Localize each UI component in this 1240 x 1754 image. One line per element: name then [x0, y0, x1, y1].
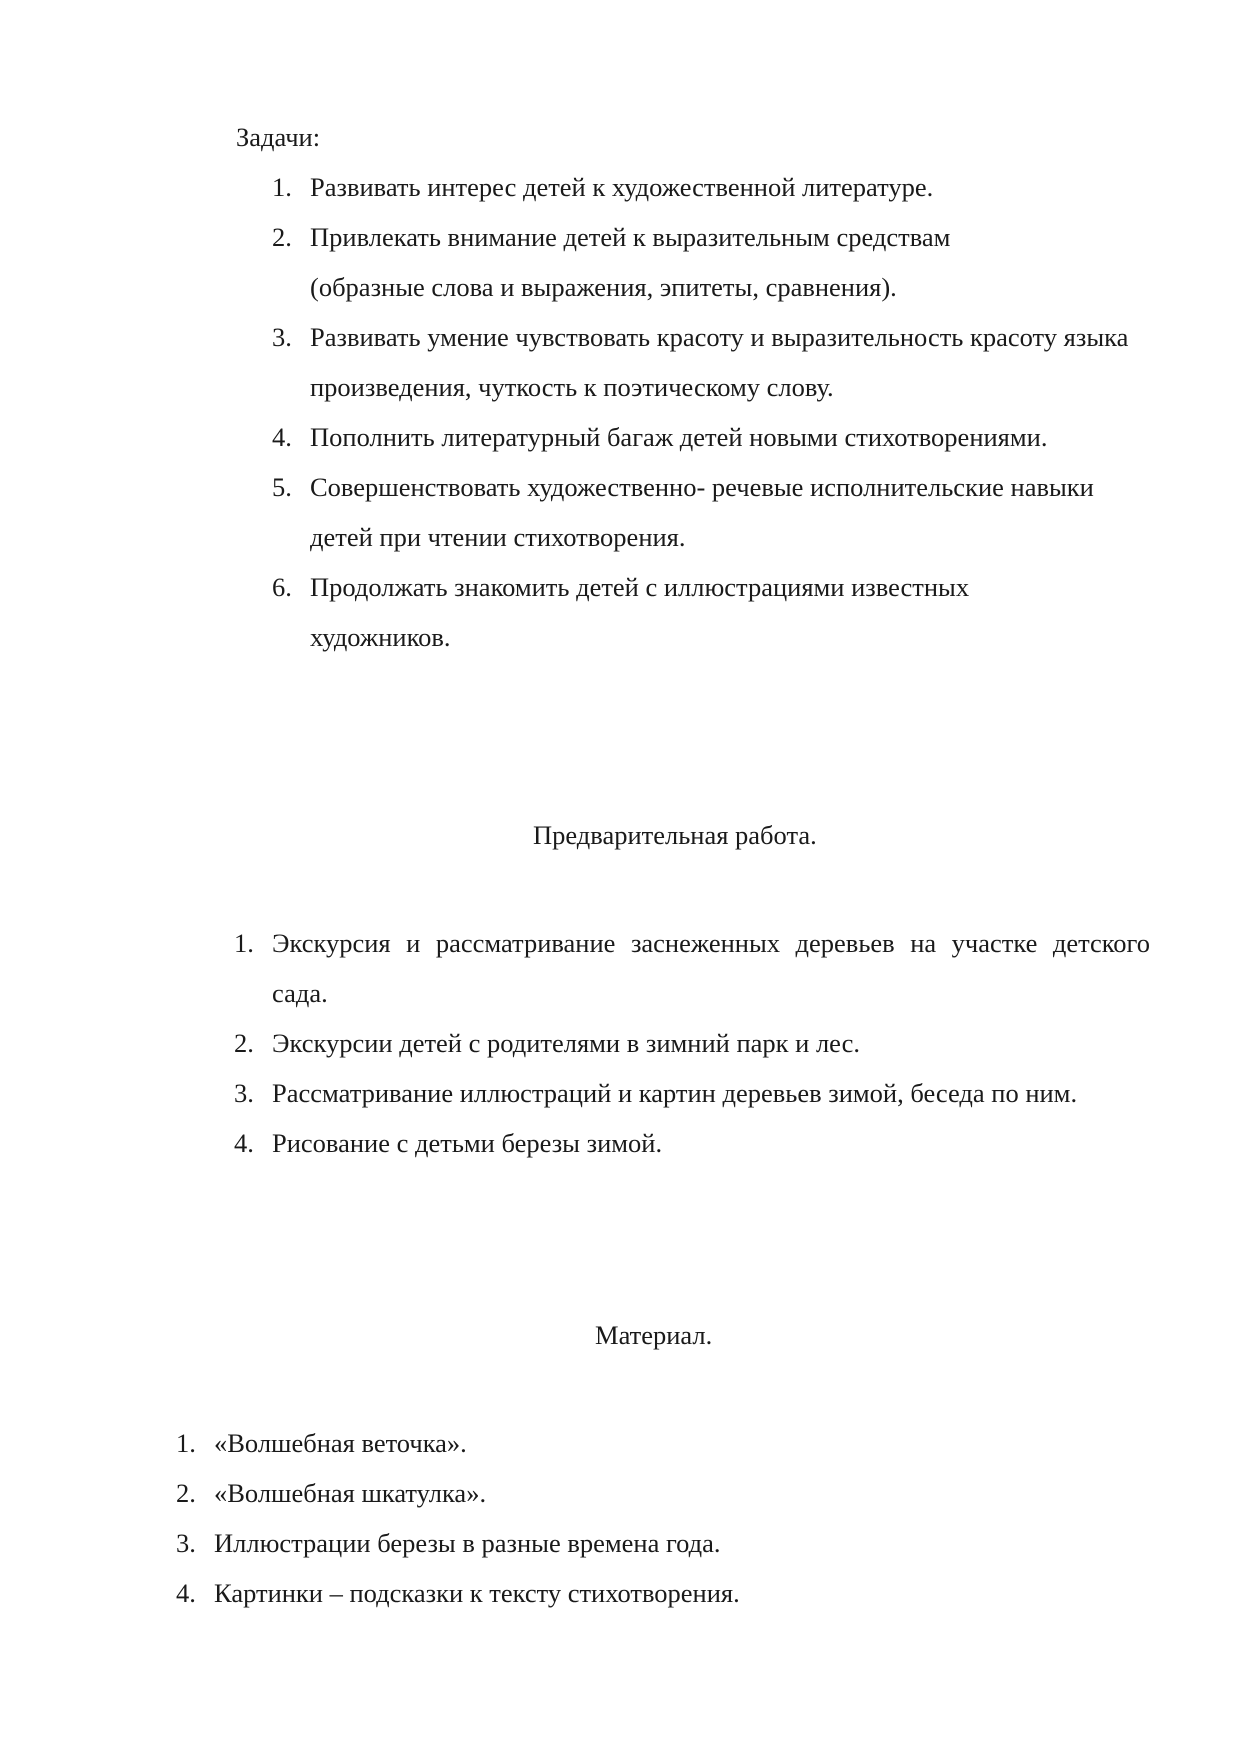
preliminary-title: Предварительная работа.	[533, 820, 817, 850]
list-item	[234, 1118, 1150, 1168]
list-item-text: «Волшебная веточка».	[214, 1428, 467, 1458]
list-item-number: 2.	[272, 222, 292, 252]
list-item-text: Экскурсия и рассматривание заснеженных деревьев на участке детского сада.	[272, 928, 1150, 1008]
list-item	[272, 212, 1152, 312]
list-item-number: 3.	[176, 1528, 196, 1558]
list-item	[272, 312, 1152, 412]
list-item-text: Иллюстрации березы в разные времена года.	[214, 1528, 721, 1558]
list-item	[234, 1018, 1150, 1068]
list-item-text: Совершенствовать художественно- речевые исполнительские навыки детей при чтении стихотворения.	[310, 472, 1094, 552]
list-item	[272, 562, 1152, 662]
list-item-number: 1.	[272, 172, 292, 202]
tasks-list	[272, 162, 1152, 662]
list-item-text: «Волшебная шкатулка».	[214, 1478, 487, 1508]
material-title: Материал.	[595, 1320, 713, 1350]
list-item-text: Пополнить литературный багаж детей новыми стихотворениями.	[310, 422, 1048, 452]
list-item-number: 1.	[234, 928, 254, 958]
list-item	[272, 412, 1152, 462]
list-item-text: Развивать интерес детей к художественной литературе.	[310, 172, 934, 202]
preliminary-list	[234, 918, 1150, 1168]
list-item-number: 3.	[234, 1078, 254, 1108]
list-item-text: Рисование с детьми березы зимой.	[272, 1128, 663, 1158]
list-item-number: 1.	[176, 1428, 196, 1458]
tasks-title: Задачи:	[236, 122, 321, 152]
list-item-text: Экскурсии детей с родителями в зимний парк и лес.	[272, 1028, 860, 1058]
list-item	[176, 1568, 1076, 1618]
list-item	[234, 918, 1150, 1018]
list-item-text: Развивать умение чувствовать красоту и выразительность красоту языка произведения, чуткость к поэтическому слову.	[310, 322, 1129, 402]
material-list	[176, 1418, 1076, 1618]
list-item	[234, 1068, 1150, 1118]
list-item	[272, 462, 1152, 562]
list-item	[272, 162, 1152, 212]
list-item-number: 4.	[234, 1128, 254, 1158]
list-item-text: Рассматривание иллюстраций и картин деревьев зимой, беседа по ним.	[272, 1078, 1078, 1108]
list-item-number: 2.	[176, 1478, 196, 1508]
list-item	[176, 1418, 1076, 1468]
list-item-text: Привлекать внимание детей к выразительным средствам (образные слова и выражения, эпитеты, сравнения).	[310, 222, 951, 302]
list-item-number: 5.	[272, 472, 292, 502]
list-item-text: Картинки – подсказки к тексту стихотворения.	[214, 1578, 740, 1608]
list-item-number: 2.	[234, 1028, 254, 1058]
list-item	[176, 1518, 1076, 1568]
list-item-number: 6.	[272, 572, 292, 602]
list-item-number: 4.	[176, 1578, 196, 1608]
list-item-text: Продолжать знакомить детей с иллюстрациями известных художников.	[310, 572, 970, 652]
list-item	[176, 1468, 1076, 1518]
list-item-number: 4.	[272, 422, 292, 452]
list-item-number: 3.	[272, 322, 292, 352]
